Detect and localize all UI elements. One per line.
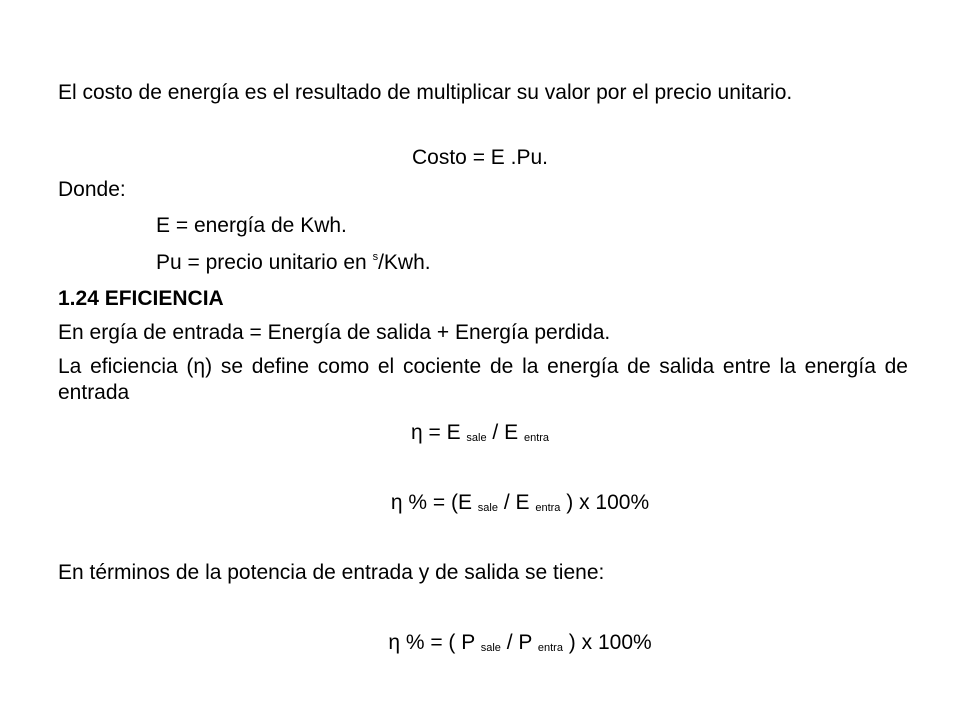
definition-unit-price-suffix: /Kwh.: [378, 251, 431, 274]
formula-power-percent: [0, 630, 960, 656]
definition-unit-price-prefix: Pu = precio unitario en: [156, 251, 373, 274]
efficiency-definition: La eficiencia (η) se define como el cociente de la energía de salida entre la energía de entrada: [58, 355, 908, 404]
formula-eta-mid: / E: [486, 421, 524, 444]
definition-energy: E = energía de Kwh.: [156, 214, 347, 237]
formula-eta-percent-sub-entra: entra: [535, 502, 561, 514]
formula-eta-lhs: η = E: [410, 421, 467, 444]
formula-eta-percent: [0, 490, 960, 516]
energy-balance: En ergía de entrada = Energía de salida + Energía perdida.: [58, 321, 611, 344]
formula-eta: [0, 420, 960, 446]
section-heading: 1.24 EFICIENCIA: [58, 287, 224, 310]
power-intro: En términos de la potencia de entrada y de salida se tiene:: [58, 561, 605, 584]
formula-eta-percent-sub-sale: sale: [477, 502, 498, 514]
formula-eta-percent-lhs: η % = (E: [390, 491, 478, 514]
formula-eta-sub-entra: entra: [523, 432, 550, 444]
formula-eta-percent-mid: / E: [497, 491, 536, 514]
formula-power-percent-sub-sale: sale: [480, 642, 501, 654]
definition-unit-price: [156, 250, 960, 276]
formula-eta-percent-rhs: ) x 100%: [560, 491, 650, 514]
formula-power-percent-sub-entra: entra: [537, 642, 563, 654]
formula-power-percent-rhs: ) x 100%: [562, 631, 652, 654]
formula-eta-sub-sale: sale: [466, 432, 487, 444]
formula-power-percent-mid: / P: [500, 631, 538, 654]
cost-formula: Costo = E .Pu.: [412, 146, 548, 169]
intro-paragraph: El costo de energía es el resultado de multiplicar su valor por el precio unitario.: [58, 81, 793, 104]
donde-label: Donde:: [58, 178, 126, 201]
formula-power-percent-lhs: η % = ( P: [388, 631, 481, 654]
definition-unit-price-sup: s: [372, 251, 379, 263]
